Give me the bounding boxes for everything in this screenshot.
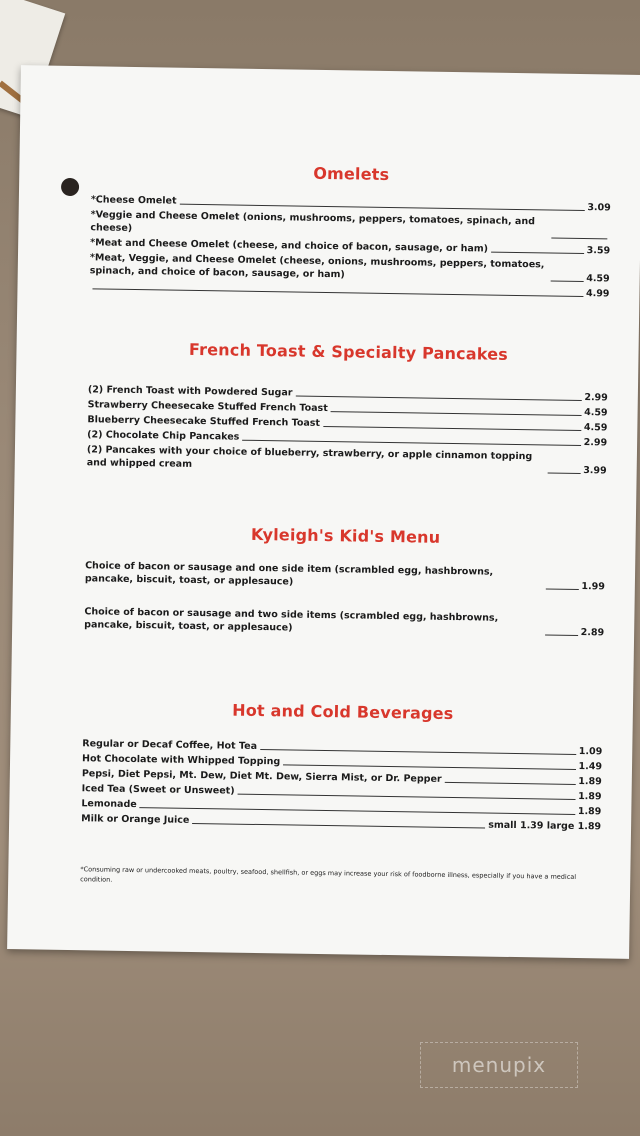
menu-item: *Veggie and Cheese Omelet (onions, mushrooms, peppers, tomatoes, spinach, and cheese) [90,208,610,242]
menu-item: *Meat, Veggie, and Cheese Omelet (cheese, onions, mushrooms, peppers, tomatoes, spinach, and choice of bacon, sausage, or ham) 4.59 [89,252,610,285]
menu-item: Choice of bacon or sausage and two side items (scrambled egg, hashbrowns, pancake, biscuit, toast, or applesauce) 2.89 [84,606,605,639]
menu-item: Regular or Decaf Coffee, Hot Tea 1.09 [82,738,603,758]
watermark: menupix [420,1042,578,1088]
section-title: French Toast & Specialty Pancakes [188,339,509,364]
menu-item: Choice of bacon or sausage and one side item (scrambled egg, hashbrowns, pancake, biscuit, toast, or applesauce) 1.99 [84,560,605,593]
footnote: *Consuming raw or undercooked meats, poultry, seafood, shellfish, or eggs may increase your risk of foodborne illness, especially if you have a medical condition. [80,865,577,884]
section-title: Hot and Cold Beverages [232,700,454,724]
section-title: Omelets [313,163,390,184]
menu-item: *Meat and Cheese Omelet (cheese, and choice of bacon, sausage, or ham) 3.59 [90,237,611,257]
section-omelets [89,160,611,302]
menu-item: Strawberry Cheesecake Stuffed French Toast 4.59 [87,399,608,419]
menu-item: Milk or Orange Juice small 1.39 large 1.89 [81,813,602,833]
menu-item: 4.99 [89,279,609,300]
menu-item: (2) Pancakes with your choice of blueberry, strawberry, or apple cinnamon topping and whipped cream 3.99 [86,444,607,477]
menu-item: Lemonade 1.89 [81,798,602,818]
section-beverages [81,698,603,835]
menu-item: (2) French Toast with Powdered Sugar 2.99 [87,384,608,404]
menu-item: Blueberry Cheesecake Stuffed French Toast 4.59 [87,414,608,434]
menu-item: (2) Chocolate Chip Pancakes 2.99 [87,429,608,449]
menu-page [7,65,640,959]
menu-item: Iced Tea (Sweet or Unsweet) 1.89 [81,783,602,803]
menu-item: Pepsi, Diet Pepsi, Mt. Dew, Diet Mt. Dew, Sierra Mist, or Dr. Pepper 1.89 [81,768,602,788]
punch-hole [61,178,79,196]
section-kids-menu [84,522,606,641]
menu-item: Hot Chocolate with Whipped Topping 1.49 [82,753,603,773]
section-french-toast [87,338,609,479]
section-title: Kyleigh's Kid's Menu [250,524,441,547]
menu-item: *Cheese Omelet 3.09 [90,194,611,214]
